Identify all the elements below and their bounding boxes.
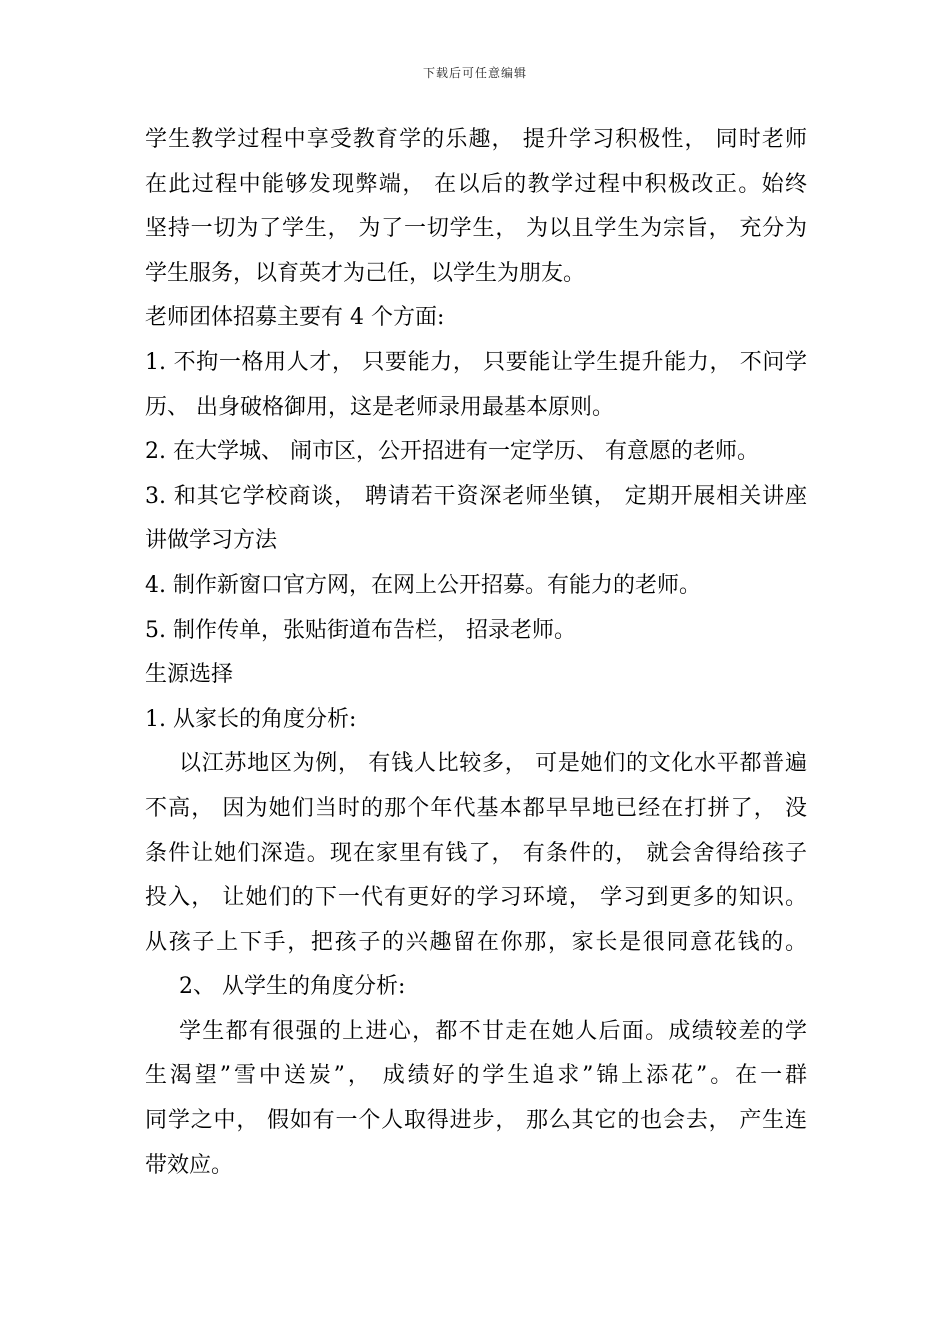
text-line: 生源选择 xyxy=(145,662,234,688)
text-line: 不高， 因为她们当时的那个年代基本都早早地已经在打拼了， 没 xyxy=(145,795,807,821)
text-line: 5. 制作传单，张贴街道布告栏， 招录老师。 xyxy=(145,617,576,643)
text-line: 学生教学过程中享受教育学的乐趣， 提升学习积极性， 同时老师 xyxy=(145,127,807,152)
text-line: 1. 不拘一格用人才， 只要能力， 只要能让学生提升能力， 不问学 xyxy=(145,349,807,375)
text-line: 3. 和其它学校商谈， 聘请若干资深老师坐镇， 定期开展相关讲座 xyxy=(145,483,807,509)
text-line: 投入， 让她们的下一代有更好的学习环境， 学习到更多的知识。 xyxy=(145,885,807,911)
text-line: 4. 制作新窗口官方网，在网上公开招募。有能力的老师。 xyxy=(145,572,701,598)
page-header: 下载后可任意编辑 xyxy=(422,66,527,80)
text-line: 坚持一切为了学生， 为了一切学生， 为以且学生为宗旨， 充分为 xyxy=(145,216,807,242)
text-line: 在此过程中能够发现弊端， 在以后的教学过程中积极改正。始终 xyxy=(145,171,807,197)
text-line: 从孩子上下手，把孩子的兴趣留在你那，家长是很同意花钱的。 xyxy=(145,929,807,955)
text-line: 生渴望”雪中送炭”， 成绩好的学生追求”锦上添花”。在一群 xyxy=(145,1063,807,1089)
text-line: 1. 从家长的角度分析: xyxy=(145,706,357,732)
text-line: 历、 出身破格御用，这是老师录用最基本原则。 xyxy=(145,394,614,420)
text-line: 学生都有很强的上进心，都不甘走在她人后面。成绩较差的学 xyxy=(179,1018,807,1044)
text-line: 学生服务，以育英才为己任，以学生为朋友。 xyxy=(145,260,586,286)
text-line: 带效应。 xyxy=(145,1152,234,1178)
text-line: 2、 从学生的角度分析: xyxy=(179,974,406,1000)
text-line: 讲做学习方法 xyxy=(145,528,278,554)
text-line: 条件让她们深造。现在家里有钱了， 有条件的， 就会舍得给孩子 xyxy=(145,840,807,866)
text-line: 以江苏地区为例， 有钱人比较多， 可是她们的文化水平都普遍 xyxy=(179,751,807,777)
text-line: 同学之中， 假如有一个人取得进步， 那么其它的也会去， 产生连 xyxy=(145,1108,807,1134)
document-body xyxy=(145,118,807,1188)
text-line: 老师团体招募主要有 4 个方面: xyxy=(145,305,445,331)
text-line: 2. 在大学城、 闹市区，公开招进有一定学历、 有意愿的老师。 xyxy=(145,439,759,465)
